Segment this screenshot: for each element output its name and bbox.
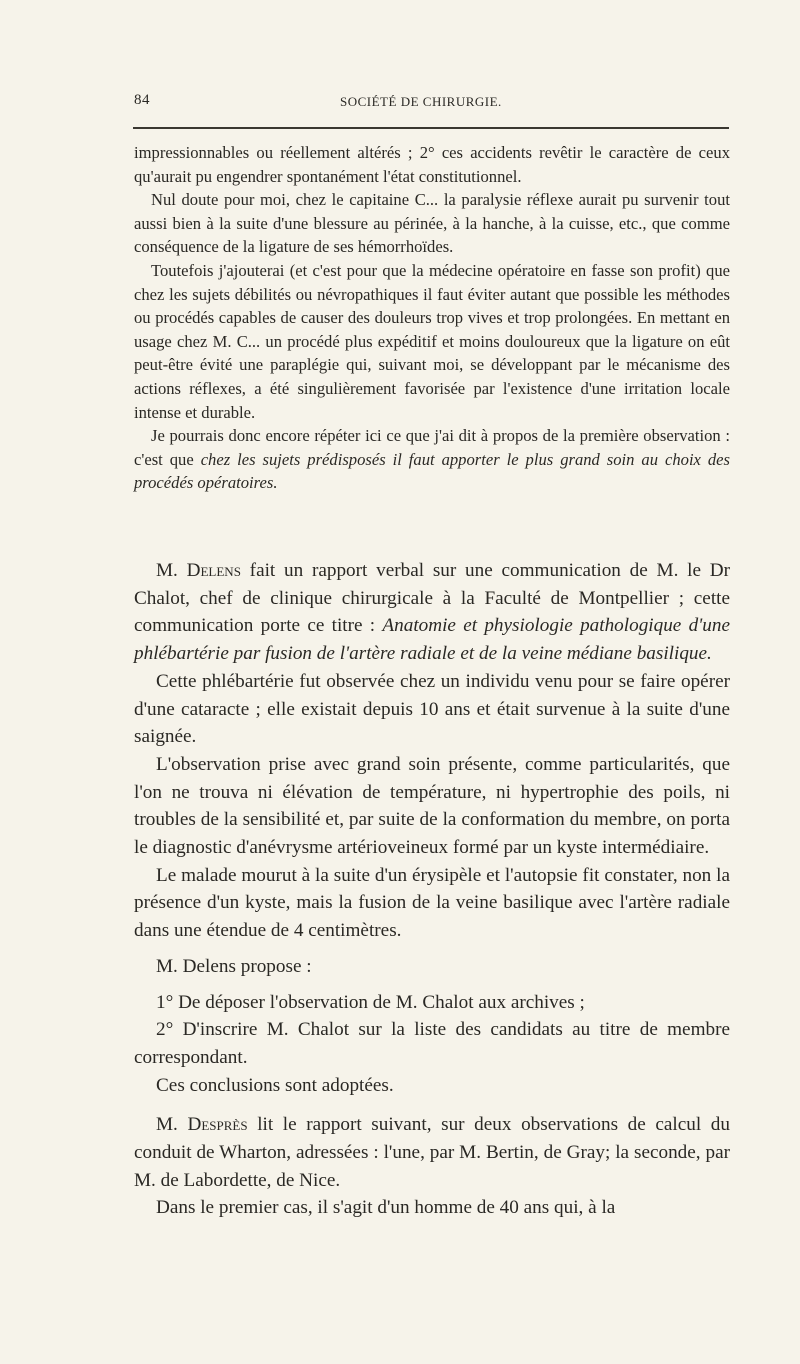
- proposal-item: 1° De déposer l'observation de M. Chalot aux archives ;: [156, 991, 585, 1013]
- header-rule: [133, 127, 729, 129]
- proposal-intro: M. Delens propose :: [156, 955, 312, 977]
- communication-title: Anatomie et physiologie pathologique d'une phlébartérie par fusion de l'artère radiale et de la veine médiane basilique.: [134, 615, 730, 665]
- paragraph: [134, 424, 730, 495]
- main-text-section: [134, 557, 730, 1222]
- running-head: SOCIÉTÉ DE CHIRURGIE.: [340, 94, 502, 109]
- paragraph: L'observation prise avec grand soin présente, comme particularités, que l'on ne trouva ni élévation de température, ni hypertrophie des poils, ni troubles de la sensibilité et, par suite de la conformation du membre, on porta le diagnostic d'anévrysme artérioveineux formé par un kyste intermédiaire.: [134, 753, 730, 859]
- report-text: fait un rapport verbal sur une communication de M. le Dr Chalot, chef de clinique chirurgicale à la Faculté de Montpellier ; cette communication porte ce titre :: [134, 560, 730, 637]
- report-text: lit le rapport suivant, sur deux observations de calcul du conduit de Wharton, adressées : l'une, par M. Bertin, de Gray; la seconde, par M. de Labordette, de Nice.: [134, 1114, 730, 1191]
- speaker-name: M. Desprès: [156, 1114, 248, 1136]
- speaker-name: M. Delens: [156, 560, 241, 581]
- paragraph: Le malade mourut à la suite d'un érysipèle et l'autopsie fit constater, non la présence d'un kyste, mais la fusion de la veine basilique avec l'artère radiale dans une étendue de 4 centimètres.: [134, 864, 730, 942]
- paragraph-text: Je pourrais donc encore répéter ici ce que j'ai dit à propos de la première observation : c'est que: [134, 426, 730, 469]
- conclusion: Ces conclusions sont adoptées.: [156, 1074, 394, 1096]
- page-number: 84: [134, 92, 150, 108]
- paragraph: Toutefois j'ajouterai (et c'est pour que la médecine opératoire en fasse son profit) que chez les sujets débilités ou névropathiques il faut éviter autant que possible les méthodes ou procédés capables de causer des douleurs trop vives et trop prolongées. En mettant en usage chez M. C... un procédé plus expéditif et moins douloureux que la ligature on eût peut-être évité une paraplégie qui, suivant moi, se développant par le mécanisme des actions réflexes, a été singulièrement favorisée par l'existence d'une irritation locale intense et durable.: [134, 260, 730, 422]
- report-paragraph: [134, 557, 730, 668]
- proposal-item: 2° D'inscrire M. Chalot sur la liste des candidats au titre de membre correspondant.: [134, 1019, 730, 1068]
- emphasis-text: chez les sujets prédisposés il faut apporter le plus grand soin au choix des procédés opératoires.: [134, 449, 730, 493]
- paragraph: Dans le premier cas, il s'agit d'un homme de 40 ans qui, à la: [156, 1197, 616, 1219]
- paragraph: Nul doute pour moi, chez le capitaine C... la paralysie réflexe aurait pu survenir tout aussi bien à la suite d'une blessure au périnée, à la hanche, à la cuisse, etc., que comme conséquence de la ligature de ses hémorrhoïdes.: [134, 190, 730, 257]
- small-print-section: [134, 141, 730, 495]
- report-paragraph: [134, 1111, 730, 1194]
- paragraph: Cette phlébartérie fut observée chez un individu venu pour se faire opérer d'une cataracte ; elle existait depuis 10 ans et était survenue à la suite d'une saignée.: [134, 670, 730, 748]
- paragraph: impressionnables ou réellement altérés ; 2° ces accidents revêtir le caractère de ceux qu'aurait pu engendrer spontanément l'état constitutionnel.: [134, 143, 730, 186]
